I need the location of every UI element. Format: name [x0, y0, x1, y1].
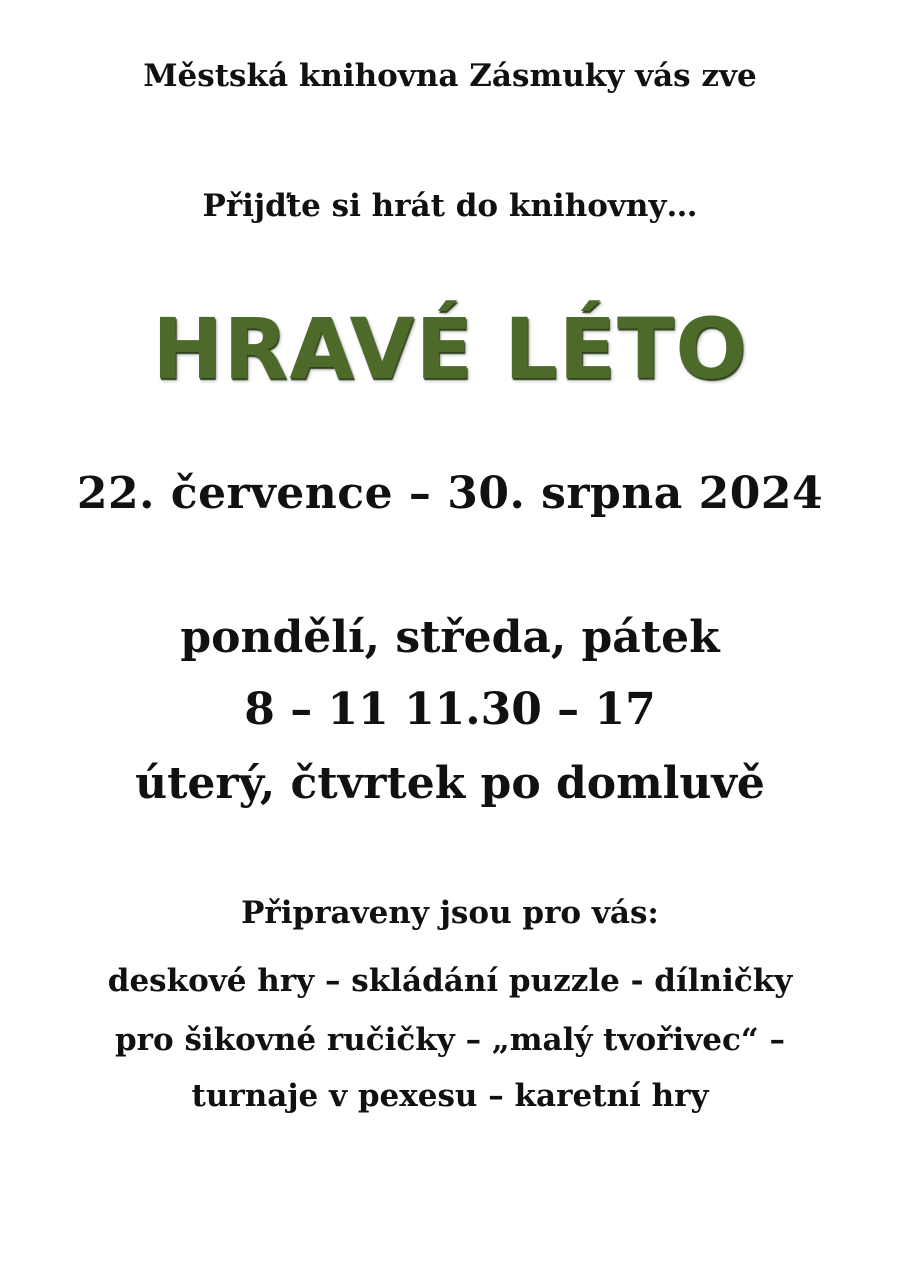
- schedule-other-days: úterý, čtvrtek po domluvě: [135, 758, 765, 809]
- activities-line: pro šikovné ručičky – „malý tvořivec“ –: [114, 1022, 786, 1058]
- schedule-hours: 8 – 11 11.30 – 17: [244, 684, 656, 735]
- activities-line: deskové hry – skládání puzzle - dílničky: [107, 963, 793, 999]
- offer-heading: Připraveny jsou pro vás:: [241, 895, 659, 931]
- event-dates: 22. července – 30. srpna 2024: [76, 468, 824, 519]
- poster-title: HRAVÉ LÉTO: [152, 300, 748, 398]
- schedule-days: pondělí, středa, pátek: [180, 612, 720, 663]
- activities-line: turnaje v pexesu – karetní hry: [191, 1078, 709, 1114]
- invitation-line: Přijďte si hrát do knihovny…: [202, 188, 698, 224]
- organizer-line: Městská knihovna Zásmuky vás zve: [143, 58, 757, 94]
